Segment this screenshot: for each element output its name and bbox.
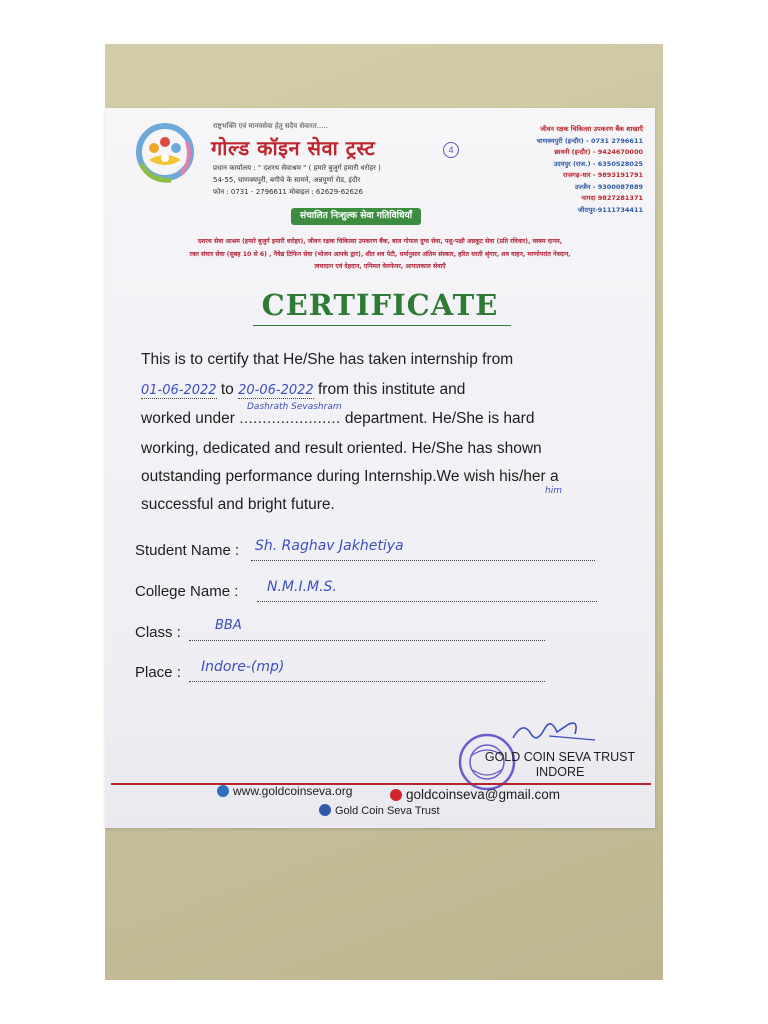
branch-list	[493, 124, 643, 216]
body-line-6: successful and bright future.	[141, 496, 335, 513]
email-icon	[390, 789, 402, 801]
department-dots: ......................	[239, 410, 341, 427]
circled-number: 4	[443, 142, 459, 158]
from-date: 01-06-2022	[141, 383, 217, 398]
branch-item: नागदा 9827281371	[581, 194, 643, 202]
website-link[interactable]	[217, 784, 352, 798]
branch-item: चाणक्यपुरी (इन्दौर) - 0731 2796611	[536, 136, 643, 145]
body-line-3	[141, 410, 534, 428]
to-date: 20-06-2022	[238, 383, 314, 398]
title-underline	[253, 325, 511, 326]
place-value: Indore-(mp)	[201, 659, 285, 675]
certificate-title: CERTIFICATE	[261, 288, 499, 322]
signature-city-line: INDORE	[535, 765, 585, 779]
to-word: to	[220, 381, 234, 398]
department-handwritten: Dashrath Sevashram	[247, 402, 342, 412]
trust-logo-icon	[127, 120, 203, 186]
email-text: goldcoinseva@gmail.com	[406, 787, 561, 802]
services-list	[119, 236, 641, 274]
tagline: राष्ट्रभक्ति एवं मानवसेवा हेतु सदैव सेवारत.....	[213, 122, 328, 130]
branch-item: उज्जैन - 9300087889	[574, 182, 643, 191]
worked-under-text: worked under	[141, 410, 235, 427]
place-line	[189, 681, 545, 682]
services-line: त्वचादान एवं देहदान, एनिमल वेलफेयर, आपातकाल सेवाएँ	[314, 263, 446, 270]
student-name-label: Student Name :	[135, 542, 240, 559]
services-line: रक्त संचार सेवा (सुबह 10 से 6) , नैवेद्य टिफिन सेवा (भोजन आपके द्वार), शीत शव पेटी, धर्मानुसार अंतिम संस्कार, हरित धरती श्रृंगार, शव वाहन, मरणोपरांत नेत्रदान,	[189, 250, 571, 258]
branch-item: राजगढ़-धार - 9893191791	[563, 171, 643, 179]
branch-item: जीरापुर-9111734411	[577, 205, 643, 214]
body-line-2	[141, 381, 465, 399]
branch-heading: जीवन रक्षक चिकित्सा उपकरण बैंक शाखाएँ	[540, 125, 643, 133]
place-label: Place :	[135, 664, 181, 681]
signature-scribble	[509, 714, 599, 748]
body-line-3-end: department. He/She is hard	[344, 410, 535, 427]
student-name-value: Sh. Raghav Jakhetiya	[255, 538, 404, 554]
college-name-label: College Name :	[135, 583, 239, 600]
office-text: प्रधान कार्यालय : " दशरथ सेवाश्रम " ( हमारे बुजुर्ग हमारी धरोहर )	[213, 164, 381, 172]
services-line: दशरथ सेवा आश्रम (हमारे बुजुर्ग हमारी धरोहर), जीवन रक्षक चिकित्सा उपकरण बैंक, बाल गोपाल दुग्ध सेवा, पशु-पक्षी अन्नकूट सेवा (प्रति रविवार), वस्त्रम दानम,	[197, 238, 563, 245]
facebook-text: Gold Coin Seva Trust	[335, 805, 440, 817]
branch-item: उदयपुर (राज.) - 6350528025	[553, 159, 643, 168]
body-line-4: working, dedicated and result oriented. He/She has shown	[141, 440, 542, 457]
signature-org-line: GOLD COIN SEVA TRUST	[484, 750, 636, 764]
globe-icon	[217, 785, 229, 797]
class-label: Class :	[135, 624, 181, 641]
class-value: BBA	[215, 618, 242, 633]
body-line-5: outstanding performance during Internship.We wish his/her a	[141, 468, 559, 485]
class-line	[189, 640, 545, 641]
body-line-1: This is to certify that He/She has taken internship from	[141, 351, 514, 368]
website-text: www.goldcoinseva.org	[233, 784, 353, 798]
branch-item: छावनी (इन्दौर) - 9424670000	[554, 148, 643, 156]
phone-text: फोन : 0731 - 2796611 मोबाइल : 62629-62626	[213, 188, 363, 196]
address-text: 54-55, चाणक्यपुरी, बगीचे के सामने, अन्नपूर्णा रोड, इंदौर	[213, 176, 361, 184]
college-name-line	[257, 601, 597, 602]
organization-name: गोल्ड कॉइन सेवा ट्रस्ट	[211, 136, 376, 160]
student-name-line	[251, 560, 595, 561]
body-line-2-end: from this institute and	[318, 381, 466, 398]
facebook-icon	[319, 804, 331, 816]
services-banner: संचालित निःशुल्क सेवा गतिविधियाँ	[291, 208, 421, 225]
email-link[interactable]	[390, 787, 560, 802]
college-name-value: N.M.I.M.S.	[267, 579, 337, 595]
certificate-document	[105, 108, 655, 828]
footer-divider	[111, 783, 651, 785]
him-handwritten: him	[545, 486, 562, 496]
facebook-link[interactable]	[319, 804, 440, 817]
